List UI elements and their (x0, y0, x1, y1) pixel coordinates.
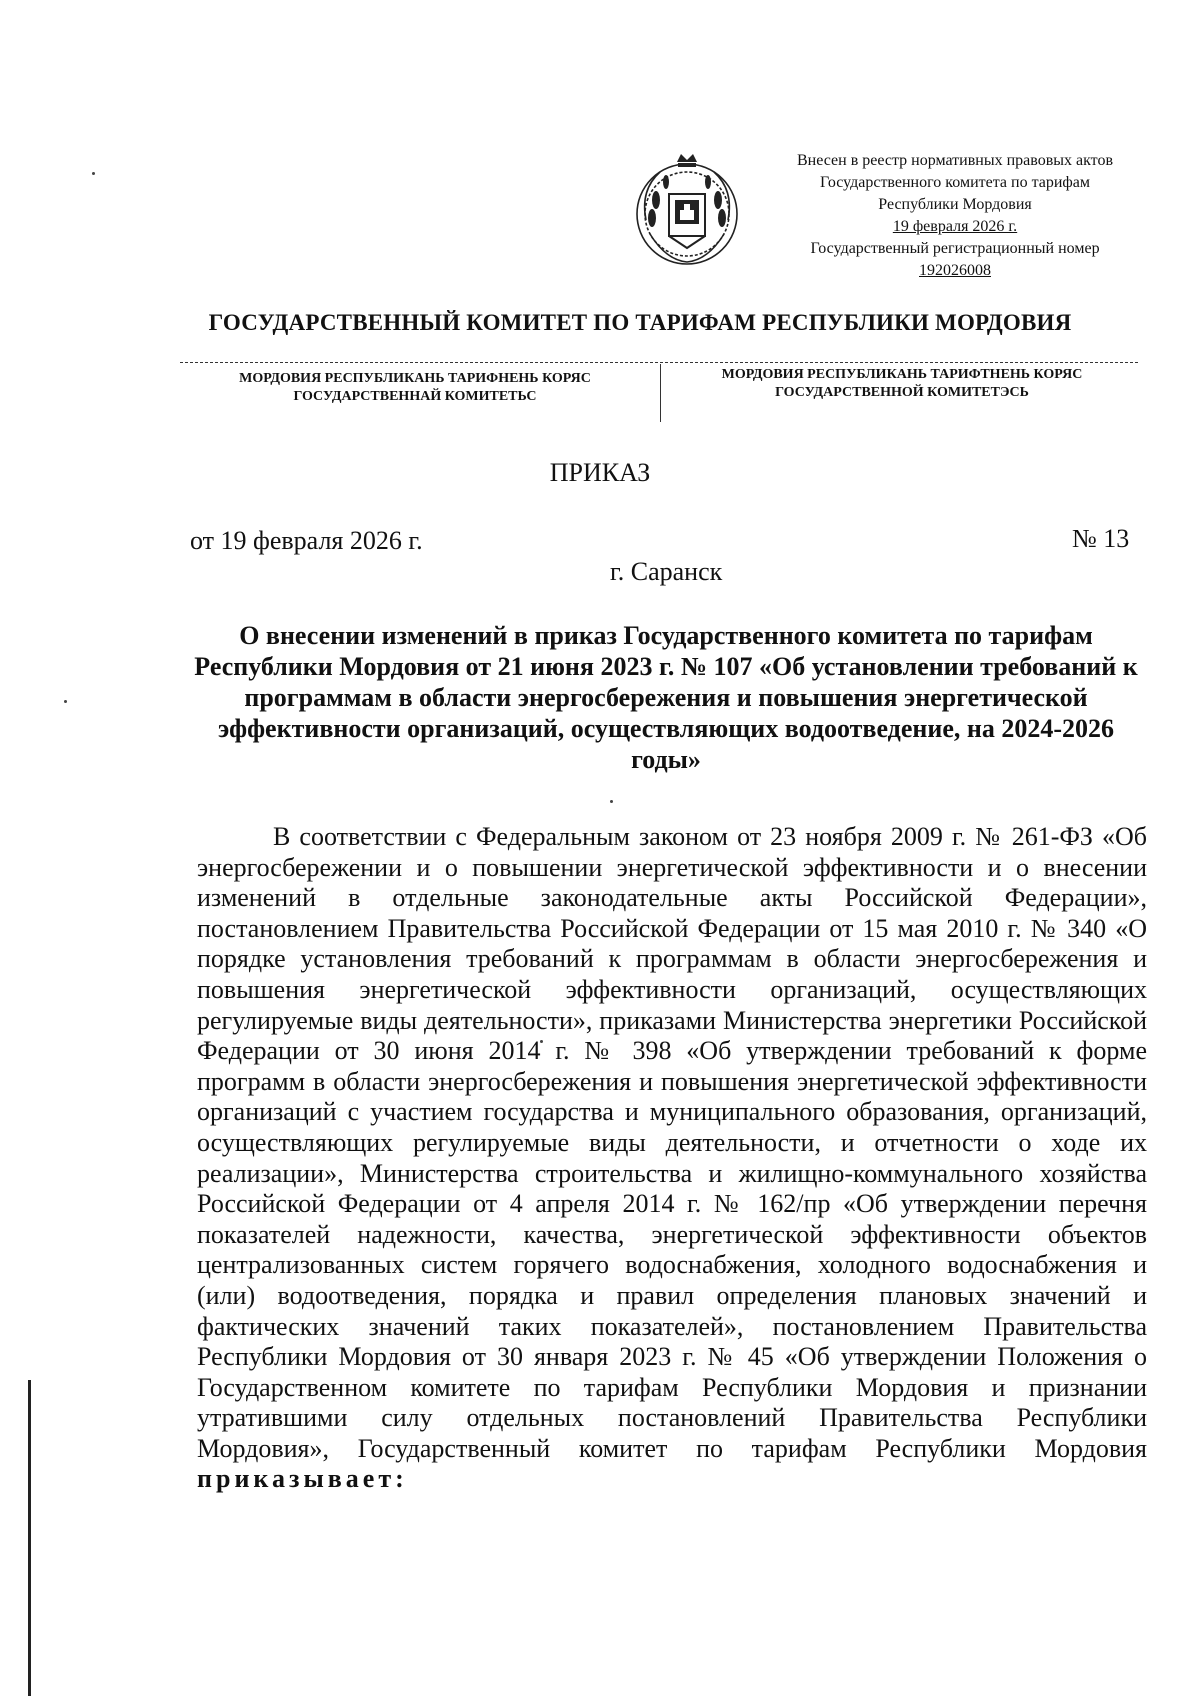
order-title: О внесении изменений в приказ Государственного комитета по тарифам Республики Мордовия от 21 июня 2023 г. № 107 «Об установлении требований к программам в области энергосбережения и повышения энергетической эффективности организаций, осуществляющих водоотведение, на 2024-2026 годы» (194, 621, 1138, 774)
committee-name-russian: ГОСУДАРСТВЕННЫЙ КОМИТЕТ ПО ТАРИФАМ РЕСПУБЛИКИ МОРДОВИЯ (208, 310, 1072, 335)
coat-of-arms-emblem (626, 150, 748, 270)
scan-speck (64, 700, 67, 703)
registry-number: 192026008 (919, 262, 991, 279)
committee-name-moksha-line: МОРДОВИЯ РЕСПУБЛИКАНЬ ТАРИФНЕНЬ КОРЯС (239, 371, 591, 386)
order-number: № 13 (1072, 524, 1130, 553)
committee-name-erzya-line: МОРДОВИЯ РЕСПУБЛИКАНЬ ТАРИФТНЕНЬ КОРЯС (721, 367, 1083, 382)
committee-name-moksha (180, 370, 650, 406)
order-date: от 19 февраля 2026 г. (190, 526, 423, 555)
order-closing-word: приказывает: (197, 1464, 408, 1494)
document-type: ПРИКАЗ (549, 458, 651, 487)
registry-line: Республики Мордовия (878, 196, 1032, 213)
registry-stamp (760, 150, 1150, 282)
committee-name-erzya (672, 366, 1132, 402)
registry-line: Государственный регистрационный номер (810, 240, 1100, 257)
registry-line: Государственного комитета по тарифам (819, 174, 1091, 191)
body-paragraph (197, 822, 1147, 1495)
scan-speck (610, 800, 613, 803)
committee-name-moksha-line: ГОСУДАРСТВЕННАЙ КОМИТЕТЬС (293, 389, 537, 404)
scan-speck (92, 172, 95, 175)
scan-edge-line (28, 1380, 31, 1696)
body-paragraph-text: В соответствии с Федеральным законом от 23 ноября 2009 г. № 261-ФЗ «Об энергосбережении и о повышении энергетической эффективности и о внесении изменений в отдельные законодательные акты Российской Федерации», постановлением Правительства Российской Федерации от 15 мая 2010 г. № 340 «О порядке установления требований к программам в области энергосбережения и повышения энергетической эффективности организаций, осуществляющих регулируемые виды деятельности», приказами Министерства энергетики Российской Федерации от 30 июня 2014 г. № 398 «Об утверждении требований к форме программ в области энергосбережения и повышения энергетической эффективности организаций с участием государства и муниципального образования, организаций, осуществляющих регулируемые виды деятельности, и отчетности о ходе их реализации», Министерства строительства и жилищно-коммунального хозяйства Российской Федерации от 4 апреля 2014 г. № 162/пр «Об утверждении перечня показателей надежности, качества, энергетической эффективности объектов централизованных систем горячего водоснабжения, холодного водоснабжения и (или) водоотведения, порядка и правил определения плановых значений и фактических значений таких показателей», постановлением Правительства Республики Мордовия от 30 января 2023 г. № 45 «Об утверждении Положения о Государственном комитете по тарифам Республики Мордовия и признании утратившими силу отдельных постановлений Правительства Республики Мордовия», Государственный комитет по тарифам Республики Мордовия (197, 822, 1147, 1463)
registry-line: Внесен в реестр нормативных правовых актов (797, 152, 1113, 169)
header-divider (180, 362, 1138, 363)
registry-date: 19 февраля 2026 г. (892, 218, 1018, 235)
order-city: г. Саранск (610, 557, 723, 586)
header-vertical-divider (660, 364, 661, 422)
committee-name-erzya-line: ГОСУДАРСТВЕННОЙ КОМИТЕТЭСЬ (775, 385, 1029, 400)
